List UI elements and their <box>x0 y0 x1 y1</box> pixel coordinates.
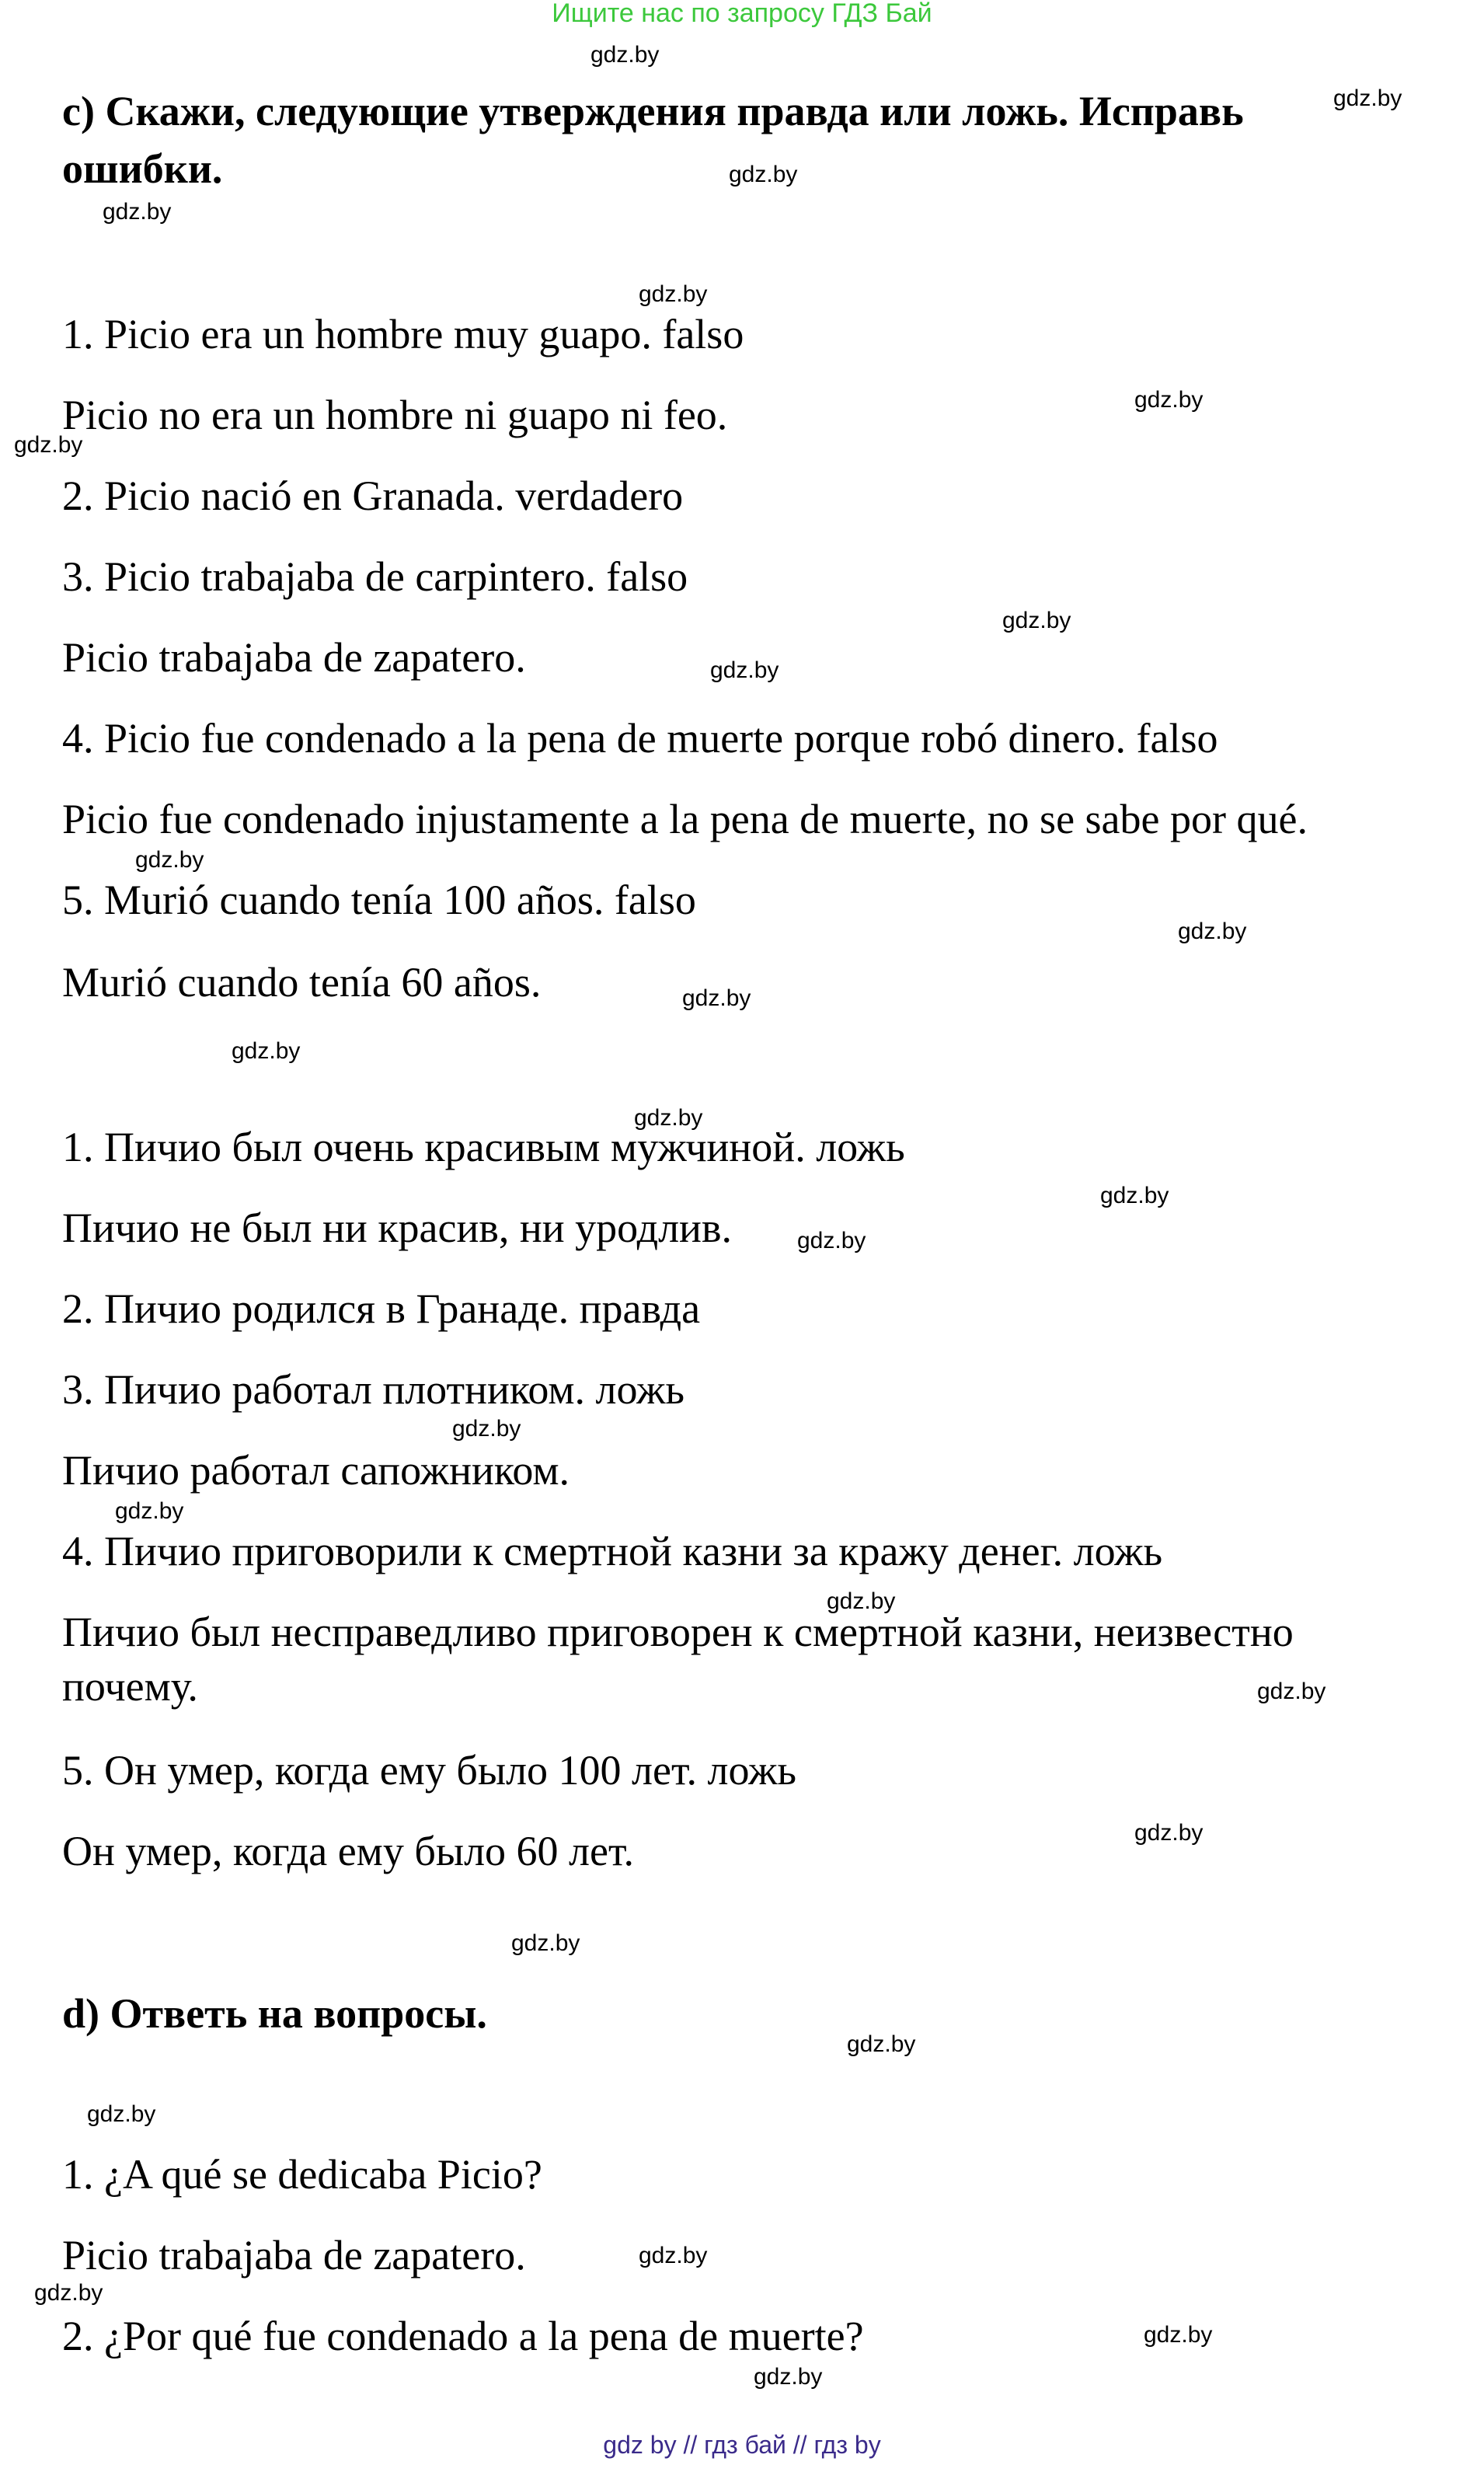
correction-ru-5: Он умер, когда ему было 60 лет. <box>62 1828 635 1874</box>
watermark: gdz.by <box>1257 1679 1326 1704</box>
correction-es-1: Picio no era un hombre ni guapo ni feo. <box>62 392 728 438</box>
watermark: gdz.by <box>754 2364 823 2390</box>
section-c-heading: c) Скажи, следующие утверждения правда или ложь. Исправь ошибки. <box>62 88 1244 192</box>
watermark: gdz.by <box>135 847 204 873</box>
question-es-2: 2. ¿Por qué fue condenado a la pena de muerte? <box>62 2313 864 2359</box>
watermark: gdz.by <box>511 1930 580 1956</box>
watermark: gdz.by <box>103 199 172 225</box>
section-d-heading: d) Ответь на вопросы. <box>62 1990 487 2037</box>
watermark: gdz.by <box>710 657 779 683</box>
correction-ru-3: Пичио работал сапожником. <box>62 1447 570 1494</box>
watermark: gdz.by <box>827 1588 896 1614</box>
statement-ru-5: 5. Он умер, когда ему было 100 лет. ложь <box>62 1747 797 1794</box>
statement-ru-3: 3. Пичио работал плотником. ложь <box>62 1366 685 1413</box>
top-banner-link[interactable]: Ищите нас по запросу ГДЗ Бай <box>552 0 932 28</box>
statement-es-5: 5. Murió cuando tenía 100 años. falso <box>62 877 696 923</box>
watermark: gdz.by <box>87 2101 156 2127</box>
statement-ru-2: 2. Пичио родился в Гранаде. правда <box>62 1285 701 1332</box>
watermark: gdz.by <box>590 42 660 68</box>
watermark: gdz.by <box>634 1105 703 1131</box>
correction-es-5: Murió cuando tenía 60 años. <box>62 959 542 1006</box>
statement-es-3: 3. Picio trabajaba de carpintero. falso <box>62 553 688 600</box>
question-es-1: 1. ¿A qué se dedicaba Picio? <box>62 2151 542 2198</box>
correction-es-3: Picio trabajaba de zapatero. <box>62 634 526 681</box>
watermark: gdz.by <box>1002 608 1071 633</box>
watermark: gdz.by <box>452 1416 521 1442</box>
watermark: gdz.by <box>232 1038 301 1064</box>
statement-ru-4: 4. Пичио приговорили к смертной казни за кражу денег. ложь <box>62 1528 1163 1574</box>
correction-ru-1: Пичио не был ни красив, ни уродлив. <box>62 1205 732 1251</box>
watermark: gdz.by <box>1333 85 1402 111</box>
watermark: gdz.by <box>639 2243 708 2268</box>
watermark: gdz.by <box>1144 2322 1213 2348</box>
watermark: gdz.by <box>1134 1820 1204 1846</box>
correction-es-4: Picio fue condenado injustamente a la pena de muerte, no se sabe por qué. <box>62 796 1308 842</box>
correction-ru-4-line1: Пичио был несправедливо приговорен к смертной казни, неизвестно <box>62 1609 1294 1655</box>
footer-links[interactable]: gdz by // гдз бай // гдз by <box>603 2431 881 2459</box>
statement-ru-1: 1. Пичио был очень красивым мужчиной. ложь <box>62 1124 905 1170</box>
statement-es-4: 4. Picio fue condenado a la pena de muerte porque robó dinero. falso <box>62 715 1218 762</box>
statement-es-1: 1. Picio era un hombre muy guapo. falso <box>62 311 744 357</box>
watermark: gdz.by <box>115 1498 184 1524</box>
watermark: gdz.by <box>1134 387 1204 413</box>
watermark: gdz.by <box>34 2280 103 2306</box>
watermark: gdz.by <box>847 2031 916 2057</box>
watermark: gdz.by <box>797 1228 866 1253</box>
watermark: gdz.by <box>1100 1183 1169 1208</box>
statement-es-2: 2. Picio nació en Granada. verdadero <box>62 472 684 519</box>
answer-es-1: Picio trabajaba de zapatero. <box>62 2232 526 2278</box>
watermark: gdz.by <box>1178 919 1247 944</box>
correction-ru-4-line2: почему. <box>62 1663 198 1710</box>
watermark: gdz.by <box>729 162 798 187</box>
watermark: gdz.by <box>14 432 83 458</box>
watermark: gdz.by <box>682 985 751 1011</box>
watermark: gdz.by <box>639 281 708 307</box>
